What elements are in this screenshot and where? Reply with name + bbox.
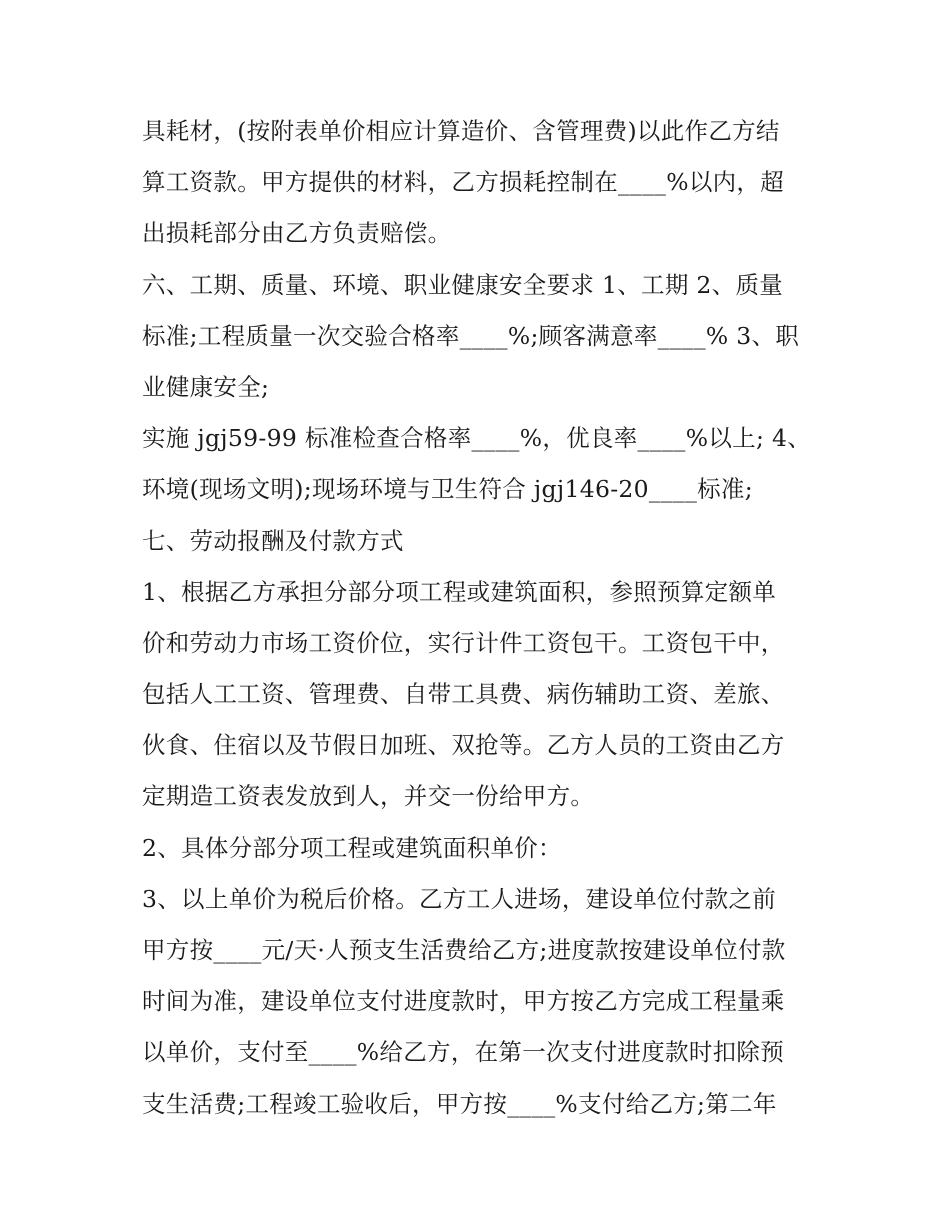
section-heading-seven: 七、劳动报酬及付款方式 bbox=[142, 526, 404, 555]
text-line: 出损耗部分由乙方负责赔偿。 bbox=[142, 219, 452, 248]
text-line: 环境(现场文明);现场环境与卫生符合 jgj146-20____标准; bbox=[142, 475, 753, 504]
text-line: 实施 jgj59-99 标准检查合格率____%，优良率____%以上; 4、 bbox=[142, 424, 811, 453]
text-line: 具耗材，(按附表单价相应计算造价、含管理费)以此作乙方结 bbox=[142, 117, 780, 145]
text-line: 2、具体分部分项工程或建筑面积单价： bbox=[142, 833, 562, 862]
text-line: 标准;工程质量一次交验合格率____%;顾客满意率____% 3、职 bbox=[142, 321, 800, 350]
text-line: 定期造工资表发放到人，并交一份给甲方。 bbox=[142, 782, 595, 811]
text-line: 价和劳动力市场工资价位，实行计件工资包干。工资包干中， bbox=[142, 628, 785, 657]
text-line: 算工资款。甲方提供的材料，乙方损耗控制在____%以内，超 bbox=[142, 168, 785, 197]
text-line: 1、根据乙方承担分部分项工程或建筑面积，参照预算定额单 bbox=[142, 577, 777, 606]
text-line: 包括人工工资、管理费、自带工具费、病伤辅助工资、差旅、 bbox=[142, 680, 785, 709]
section-heading-six: 六、工期、质量、环境、职业健康安全要求 1、工期 2、质量 bbox=[142, 270, 784, 299]
text-line: 甲方按____元/天·人预支生活费给乙方;进度款按建设单位付款 bbox=[142, 936, 786, 964]
text-line: 支生活费;工程竣工验收后，甲方按____%支付给乙方;第二年 bbox=[142, 1089, 777, 1118]
text-line: 业健康安全; bbox=[142, 372, 270, 401]
text-line: 3、以上单价为税后价格。乙方工人进场，建设单位付款之前 bbox=[142, 884, 777, 913]
document-body bbox=[142, 106, 832, 1130]
text-line: 时间为准，建设单位支付进度款时，甲方按乙方完成工程量乘 bbox=[142, 987, 785, 1016]
text-line: 伙食、住宿以及节假日加班、双抢等。乙方人员的工资由乙方 bbox=[142, 731, 785, 760]
text-line: 以单价，支付至____%给乙方，在第一次支付进度款时扣除预 bbox=[142, 1038, 785, 1067]
